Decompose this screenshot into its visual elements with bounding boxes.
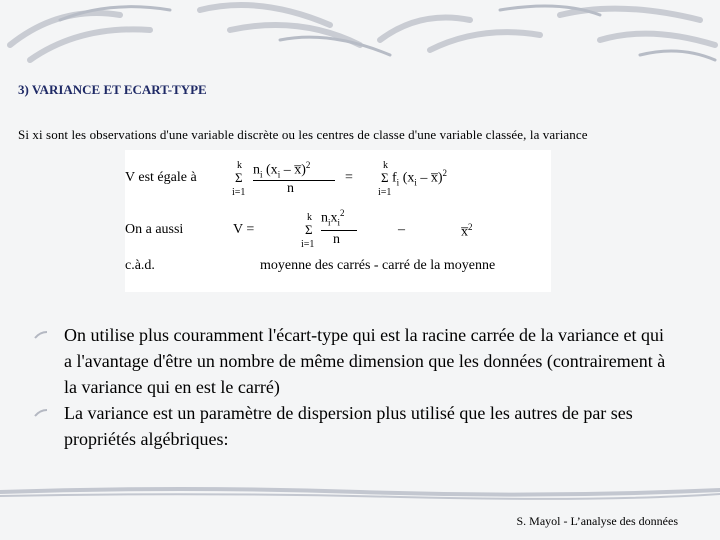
- bullet-text-2: La variance est un paramètre de dispersion plus utilisé que les autres de par ses propriétés algébriques:: [64, 403, 633, 449]
- label-cad: c.à.d.: [125, 258, 155, 273]
- minus-sign: –: [398, 222, 405, 237]
- numerator-nixi: [321, 208, 345, 227]
- paren-open: (x: [262, 162, 278, 178]
- denominator-n-1: n: [287, 181, 294, 196]
- denominator-n-2: n: [333, 232, 340, 247]
- xbar-symbol: x̅: [461, 224, 468, 240]
- square-sup-3: 2: [340, 208, 345, 218]
- intro-text: Si xi sont les observations d'une variable discrète ou les centres de classe d'une variable classée, la variance: [18, 127, 588, 142]
- bullet-list: [30, 322, 670, 452]
- xi-symbol: x: [330, 210, 338, 226]
- sum-upper-k-2: k: [383, 160, 388, 171]
- v-equals: V =: [233, 222, 255, 237]
- xi-sub: i: [337, 217, 341, 228]
- n-symbol: n: [253, 162, 260, 178]
- formula-box: [125, 150, 551, 292]
- paren-sub: i: [277, 169, 281, 180]
- bullet-item: [30, 400, 670, 452]
- bottom-decoration: [0, 482, 720, 512]
- label-on-a-aussi: On a aussi: [125, 222, 184, 237]
- sum-lower-index-3: i=1: [301, 239, 315, 250]
- moyenne-text: moyenne des carrés - carré de la moyenne: [260, 258, 496, 273]
- paren-open-2: (x: [399, 170, 415, 186]
- sum-symbol-2: Σ: [381, 170, 389, 185]
- sum-symbol-3: Σ: [305, 222, 313, 237]
- equals-sign: =: [345, 170, 353, 185]
- square-sup-2: 2: [442, 168, 448, 178]
- bullet-text-1: On utilise plus couramment l'écart-type qui est la racine carrée de la variance et qui a l'avantage d'être un nombre de même dimension que les données (contrairement à la variance qui en est le carré): [64, 325, 666, 397]
- xbar-squared: [461, 222, 473, 241]
- sum-upper-k: k: [237, 160, 242, 171]
- numerator-first: [253, 160, 310, 179]
- sum-lower-index-2: i=1: [378, 187, 392, 198]
- sum-upper-k-3: k: [307, 212, 312, 223]
- label-v-egale: V est égale à: [125, 170, 197, 185]
- bullet-swoosh-icon: [34, 409, 48, 417]
- top-decoration: [0, 0, 720, 70]
- n-sub: i: [260, 169, 263, 180]
- section-heading: 3) VARIANCE ET ECART-TYPE: [18, 82, 207, 97]
- bullet-item: [30, 322, 670, 400]
- square-sup-4: 2: [468, 222, 473, 232]
- square-sup: 2: [305, 160, 311, 170]
- f-expression: [392, 168, 447, 187]
- paren-sub-2: i: [414, 177, 417, 188]
- fraction-bar-2: [321, 230, 357, 231]
- f-symbol: f: [392, 170, 397, 186]
- sum-lower-index: i=1: [232, 187, 246, 198]
- footer-credit: S. Mayol - L’analyse des données: [516, 514, 678, 528]
- fraction-bar-1: [253, 180, 335, 181]
- ni-sub: i: [328, 217, 331, 228]
- bullet-swoosh-icon: [34, 331, 48, 339]
- paren-close: – x̅): [280, 162, 306, 178]
- sum-symbol: Σ: [235, 170, 243, 185]
- ni-symbol: n: [321, 210, 328, 226]
- f-sub: i: [396, 177, 400, 188]
- paren-close-2: – x̅): [416, 170, 443, 186]
